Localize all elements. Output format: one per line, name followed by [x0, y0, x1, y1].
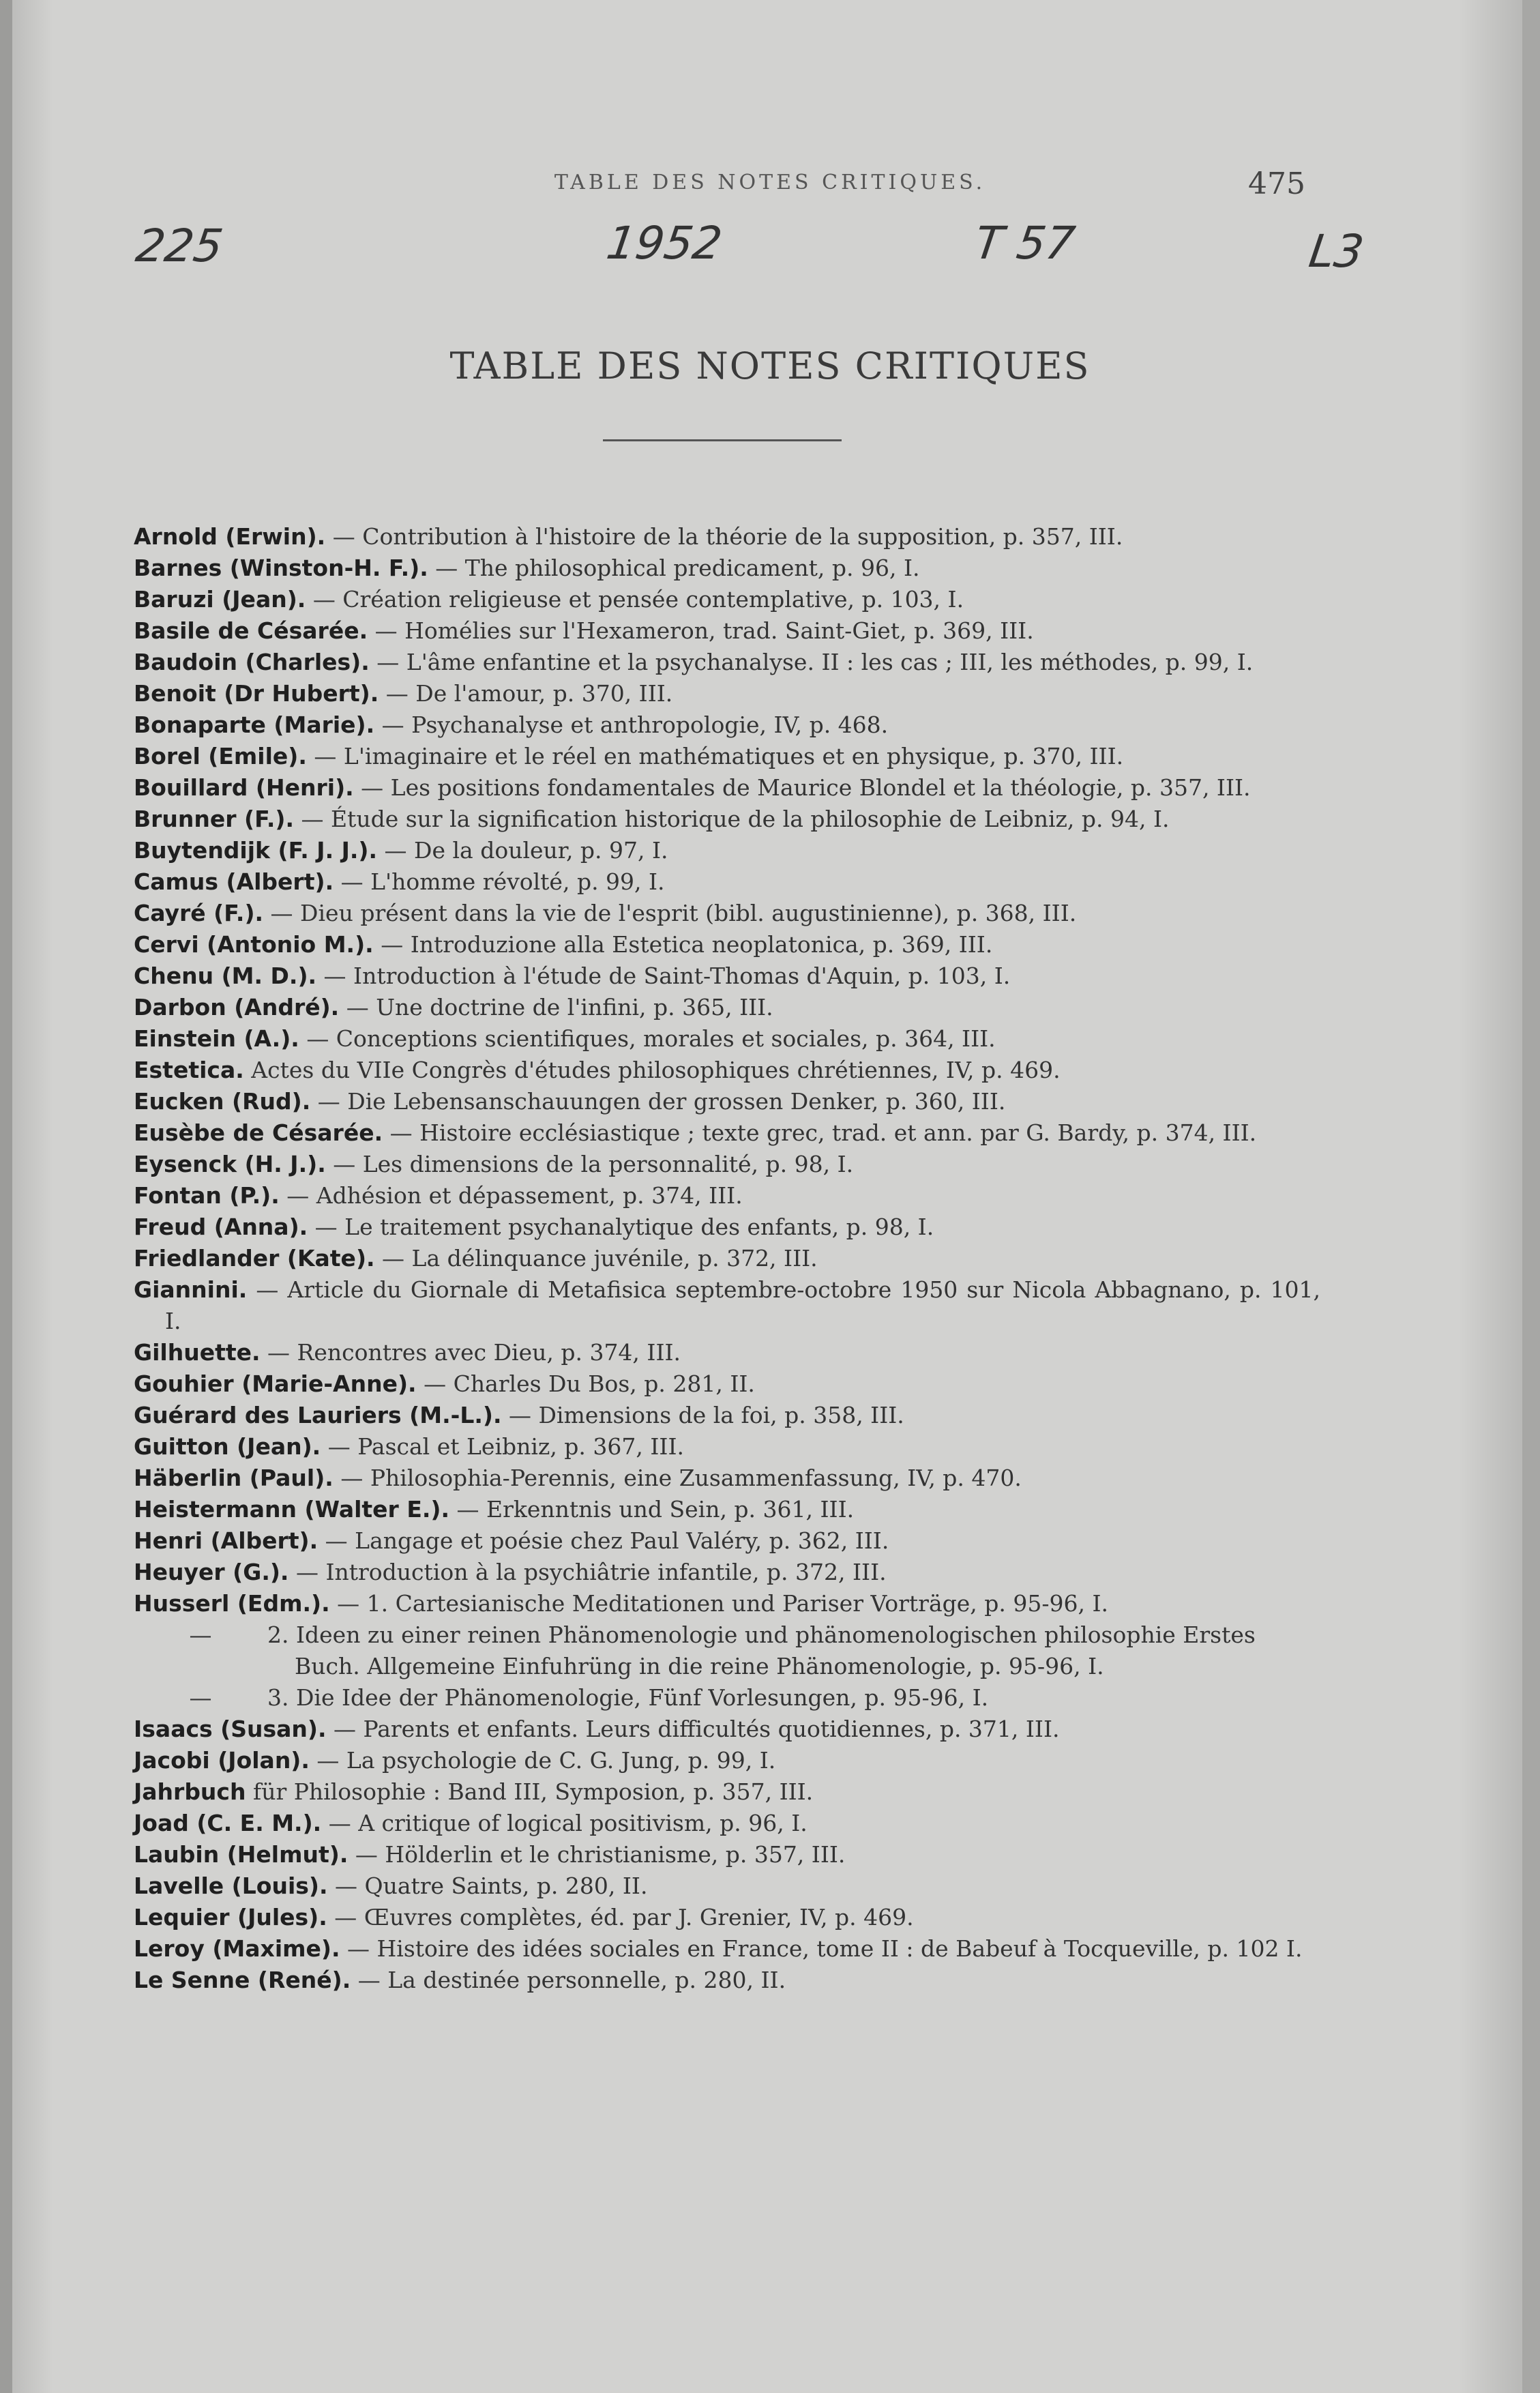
index-entry [134, 553, 1320, 584]
entry-reference: — Les positions fondamentales de Maurice Blondel et la théologie, p. 357, III. [353, 774, 1251, 801]
entry-reference: Actes du VIIe Congrès d'études philosophiques chrétiennes, IV, p. 469. [243, 1057, 1061, 1083]
index-entry [134, 1714, 1320, 1745]
index-entry [134, 1023, 1320, 1055]
entry-author: Cayré (F.). [134, 900, 264, 926]
entry-reference: — L'imaginaire et le réel en mathématiques et en physique, p. 370, III. [306, 743, 1124, 769]
index-entry [134, 1368, 1320, 1400]
entry-reference: — A critique of logical positivism, p. 96, I. [321, 1810, 808, 1836]
index-entry [134, 1212, 1320, 1243]
entry-reference: — Création religieuse et pensée contemplative, p. 103, I. [306, 586, 964, 613]
index-subentry [134, 1619, 1320, 1682]
index-entry [134, 678, 1320, 709]
index-entry [134, 1965, 1320, 1996]
entry-author: Bouillard (Henri). [134, 774, 354, 801]
index-entry [134, 929, 1320, 960]
entry-author: Heistermann (Walter E.). [134, 1496, 450, 1523]
entry-reference: — Pascal et Leibniz, p. 367, III. [321, 1433, 684, 1460]
entry-reference: — Charles Du Bos, p. 281, II. [416, 1370, 755, 1397]
entries-list [134, 521, 1320, 1996]
entry-author: Estetica. [134, 1057, 244, 1083]
entry-reference: — L'homme révolté, p. 99, I. [334, 868, 665, 895]
index-subentry [134, 1682, 1320, 1714]
entry-author: Fontan (P.). [134, 1182, 280, 1209]
entry-author: Benoit (Dr Hubert). [134, 680, 379, 707]
index-entry [134, 1149, 1320, 1180]
entry-reference: — Histoire ecclésiastique ; texte grec, trad. et ann. par G. Bardy, p. 374, III. [383, 1119, 1257, 1146]
entry-reference: — Erkenntnis und Sein, p. 361, III. [449, 1496, 855, 1523]
entry-author: Brunner (F.). [134, 806, 294, 832]
subentry-dash: — [189, 1621, 212, 1648]
index-entry [134, 1274, 1320, 1337]
entry-author: Heuyer (G.). [134, 1559, 289, 1585]
index-entry [134, 1463, 1320, 1494]
entry-reference: — La destinée personnelle, p. 280, II. [351, 1967, 786, 1993]
entry-author: Husserl (Edm.). [134, 1590, 330, 1617]
index-entry [134, 772, 1320, 804]
index-entry [134, 992, 1320, 1023]
entry-reference: — Les dimensions de la personnalité, p. 98, I. [325, 1151, 854, 1177]
entry-author: Baudoin (Charles). [134, 649, 370, 675]
index-entry [134, 1525, 1320, 1557]
index-entry [134, 521, 1320, 553]
entry-reference: — Quatre Saints, p. 280, II. [327, 1873, 648, 1899]
entry-reference: für Philosophie : Band III, Symposion, p. 357, III. [246, 1778, 814, 1805]
entry-author: Baruzi (Jean). [134, 586, 306, 613]
entry-reference: — Rencontres avec Dieu, p. 374, III. [260, 1339, 681, 1366]
index-entry [134, 1745, 1320, 1776]
entry-author: Friedlander (Kate). [134, 1245, 375, 1272]
entry-reference: — Article du Giornale di Metafisica septembre-octobre 1950 sur Nicola Abbagnano, p. 101, I. [165, 1276, 1320, 1334]
entry-author: Eysenck (H. J.). [134, 1151, 326, 1177]
entry-author: Bonaparte (Marie). [134, 711, 375, 738]
index-entry [134, 1933, 1320, 1965]
index-entry [134, 1243, 1320, 1274]
subentry-text: 3. Die Idee der Phänomenologie, Fünf Vorlesungen, p. 95-96, I. [267, 1684, 989, 1711]
entry-reference: — De la douleur, p. 97, I. [377, 837, 668, 864]
entry-reference: — Langage et poésie chez Paul Valéry, p. 362, III. [318, 1527, 889, 1554]
index-entry [134, 898, 1320, 929]
handwritten-note: L3 [1305, 225, 1367, 278]
page-title: TABLE DES NOTES CRITIQUES [449, 344, 1091, 387]
page-number: 475 [1248, 166, 1305, 201]
index-entry [134, 1588, 1320, 1619]
entry-author: Cervi (Antonio M.). [134, 931, 374, 958]
index-entry [134, 1808, 1320, 1839]
entry-reference: — Hölderlin et le christianisme, p. 357, III. [348, 1841, 846, 1868]
index-entry [134, 1870, 1320, 1902]
index-entry [134, 584, 1320, 615]
entry-reference: — Œuvres complètes, éd. par J. Grenier, IV, p. 469. [327, 1904, 914, 1930]
entry-author: Chenu (M. D.). [134, 963, 317, 989]
entry-reference: — Homélies sur l'Hexameron, trad. Saint-Giet, p. 369, III. [368, 617, 1034, 644]
entry-reference: — La psychologie de C. G. Jung, p. 99, I. [309, 1747, 776, 1774]
entry-author: Basile de Césarée. [134, 617, 368, 644]
entry-author: Laubin (Helmut). [134, 1841, 349, 1868]
entry-author: Jacobi (Jolan). [134, 1747, 310, 1774]
title-rule [603, 439, 842, 441]
entry-author: Darbon (André). [134, 994, 340, 1021]
running-head: TABLE DES NOTES CRITIQUES. [554, 171, 986, 194]
index-entry [134, 741, 1320, 772]
entry-author: Leroy (Maxime). [134, 1935, 340, 1962]
index-entry [134, 1400, 1320, 1431]
index-entry [134, 1055, 1320, 1086]
entry-author: Jahrbuch [134, 1778, 246, 1805]
index-entry [134, 709, 1320, 741]
entry-author: Isaacs (Susan). [134, 1716, 327, 1742]
entry-reference: — Conceptions scientifiques, morales et sociales, p. 364, III. [299, 1025, 996, 1052]
index-entry [134, 615, 1320, 647]
index-entry [134, 1337, 1320, 1368]
entry-author: Einstein (A.). [134, 1025, 299, 1052]
entry-reference: — Introduction à la psychiâtrie infantile, p. 372, III. [288, 1559, 887, 1585]
index-entry [134, 1557, 1320, 1588]
entry-reference: — Dimensions de la foi, p. 358, III. [501, 1402, 904, 1428]
entry-reference: — Introduction à l'étude de Saint-Thomas d'Aquin, p. 103, I. [316, 963, 1011, 989]
entry-author: Guérard des Lauriers (M.-L.). [134, 1402, 502, 1428]
entry-reference: — Dieu présent dans la vie de l'esprit (bibl. augustinienne), p. 368, III. [263, 900, 1077, 926]
entry-author: Guitton (Jean). [134, 1433, 321, 1460]
entry-author: Giannini. [134, 1276, 248, 1303]
index-entry [134, 1117, 1320, 1149]
entry-reference: — De l'amour, p. 370, III. [379, 680, 673, 707]
index-entry [134, 1431, 1320, 1463]
entry-author: Barnes (Winston-H. F.). [134, 555, 428, 581]
entry-author: Henri (Albert). [134, 1527, 319, 1554]
entry-reference: — The philosophical predicament, p. 96, I. [428, 555, 920, 581]
entry-author: Gouhier (Marie-Anne). [134, 1370, 417, 1397]
entry-reference: — Le traitement psychanalytique des enfants, p. 98, I. [308, 1214, 934, 1240]
entry-author: Borel (Emile). [134, 743, 307, 769]
index-entry [134, 1839, 1320, 1870]
entry-reference: — Adhésion et dépassement, p. 374, III. [279, 1182, 743, 1209]
entry-author: Lavelle (Louis). [134, 1873, 328, 1899]
index-entry [134, 835, 1320, 866]
index-entry [134, 1180, 1320, 1212]
index-entry [134, 1086, 1320, 1117]
handwritten-note: T 57 [971, 217, 1078, 269]
entry-author: Eucken (Rud). [134, 1088, 311, 1115]
entry-author: Lequier (Jules). [134, 1904, 327, 1930]
entry-reference: — Contribution à l'histoire de la théorie de la supposition, p. 357, III. [325, 523, 1123, 550]
entry-author: Eusèbe de Césarée. [134, 1119, 383, 1146]
index-entry [134, 804, 1320, 835]
index-entry [134, 866, 1320, 898]
index-entry [134, 1902, 1320, 1933]
entry-author: Joad (C. E. M.). [134, 1810, 322, 1836]
entry-reference: — Étude sur la signification historique de la philosophie de Leibniz, p. 94, I. [293, 806, 1170, 832]
subentry-dash: — [189, 1684, 212, 1711]
entry-reference: — La délinquance juvénile, p. 372, III. [374, 1245, 818, 1272]
entry-reference: — 1. Cartesianische Meditationen und Pariser Vorträge, p. 95-96, I. [329, 1590, 1108, 1617]
entry-reference: — Psychanalyse et anthropologie, IV, p. 468. [374, 711, 889, 738]
entry-reference: — Parents et enfants. Leurs difficultés quotidiennes, p. 371, III. [326, 1716, 1060, 1742]
handwritten-note: 225 [132, 220, 226, 272]
entry-author: Buytendijk (F. J. J.). [134, 837, 378, 864]
entry-author: Gilhuette. [134, 1339, 261, 1366]
entry-reference: — Introduzione alla Estetica neoplatonica, p. 369, III. [373, 931, 993, 958]
entry-reference: — Philosophia-Perennis, eine Zusammenfassung, IV, p. 470. [333, 1465, 1022, 1491]
entry-author: Camus (Albert). [134, 868, 334, 895]
entry-reference: — Histoire des idées sociales en France, tome II : de Babeuf à Tocqueville, p. 102 I. [340, 1935, 1303, 1962]
entry-author: Freud (Anna). [134, 1214, 308, 1240]
index-entry [134, 1494, 1320, 1525]
index-entry [134, 1776, 1320, 1808]
entry-author: Le Senne (René). [134, 1967, 351, 1993]
entry-author: Arnold (Erwin). [134, 523, 326, 550]
entry-reference: — L'âme enfantine et la psychanalyse. II : les cas ; III, les méthodes, p. 99, I. [369, 649, 1254, 675]
index-entry [134, 960, 1320, 992]
entry-reference: — Die Lebensanschauungen der grossen Denker, p. 360, III. [310, 1088, 1006, 1115]
entry-reference: — Une doctrine de l'infini, p. 365, III. [339, 994, 773, 1021]
index-entry [134, 647, 1320, 678]
handwritten-note: 1952 [603, 217, 726, 269]
subentry-text: 2. Ideen zu einer reinen Phänomenologie und phänomenologischen philosophie Erstes Buch. Allgemeine Einfuhrüng in die reine Phänomenologie, p. 95-96, I. [267, 1621, 1256, 1679]
entry-author: Häberlin (Paul). [134, 1465, 334, 1491]
